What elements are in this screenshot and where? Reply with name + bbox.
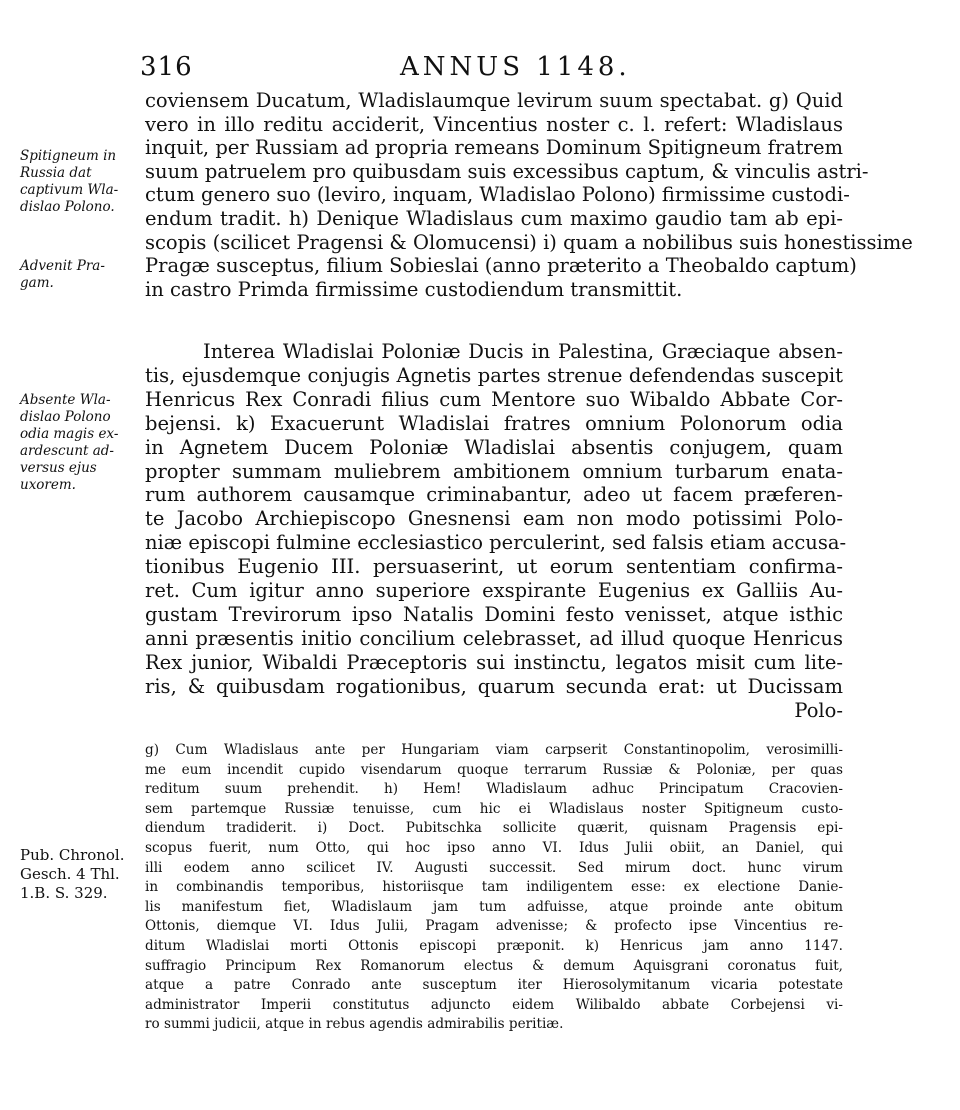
text-line: endum tradit. h) Denique Wladislaus cum maximo gaudio tam ab epi- (145, 206, 843, 230)
text-line: Rex junior, Wibaldi Præceptoris sui instinctu, legatos misit cum lite- (145, 650, 843, 674)
margin-note-line: dislao Polono. (20, 199, 115, 215)
footnote-line: ro summi judicii, atque in rebus agendis admirabilis peritiæ. (145, 1016, 564, 1033)
margin-note-line: dislao Polono (20, 409, 111, 425)
text-line: suum patruelem pro quibusdam suis excessibus captum, & vinculis astri- (145, 159, 869, 183)
text-line: tionibus Eugenio III. persuaserint, ut eorum sententiam confirma- (145, 555, 843, 579)
footnote-line: administrator Imperii constitutus adjuncto eidem Wilibaldo abbate Corbejensi vi- (145, 996, 843, 1013)
footnote-line: reditum suum prehendit. h) Hem! Wladislaum adhuc Principatum Cracovien- (145, 781, 843, 798)
margin-note-line: odia magis ex- (20, 426, 119, 442)
text-line: niæ episcopi fulmine ecclesiastico perculerint, sed falsis etiam accusa- (145, 531, 847, 555)
text-line: in castro Primda firmissime custodiendum transmittit. (145, 277, 683, 301)
margin-note-line: Advenit Pra- (20, 258, 105, 274)
margin-note-line: gam. (20, 275, 54, 291)
margin-note (20, 148, 132, 216)
footnote-line: Ottonis, diemque VI. Idus Julii, Pragam advenisse; & profecto ipse Vincentius re- (145, 918, 843, 935)
text-line: Pragæ susceptus, filium Sobieslai (anno præterito a Theobaldo captum) (145, 254, 857, 278)
margin-note-line: Pub. Chronol. (20, 846, 125, 864)
text-line: rum authorem causamque criminabantur, adeo ut facem præferen- (145, 483, 843, 507)
footnote-line: atque a patre Conrado ante susceptum iter Hierosolymitanum vicaria potestate (145, 977, 843, 994)
text-line: inquit, per Russiam ad propria remeans Dominum Spitigneum fratrem (145, 136, 843, 160)
text-line: scopis (scilicet Pragensi & Olomucensi) i) quam a nobilibus suis honestissime (145, 230, 913, 254)
footnote-line: in combinandis temporibus, historiisque tam indiligentem esse: ex electione Danie- (145, 879, 843, 896)
footnote-line: diendum tradiderit. i) Doct. Pubitschka sollicite quærit, quisnam Pragensis epi- (145, 820, 843, 837)
margin-note-line: versus ejus (20, 460, 97, 476)
page-number: 316 (140, 52, 193, 82)
footnotes (145, 741, 843, 1035)
text-line: bejensi. k) Exacuerunt Wladislai fratres omnium Polonorum odia (145, 411, 843, 435)
running-title: ANNUS 1148. (400, 52, 631, 82)
text-line: in Agnetem Ducem Poloniæ Wladislai absentis conjugem, quam (145, 435, 843, 459)
text-line: vero in illo reditu acciderit, Vincentius noster c. l. refert: Wladislaus (145, 112, 843, 136)
footnote-line: sem partemque Russiæ tenuisse, cum hic ei Wladislaus noster Spitigneum custo- (145, 800, 843, 817)
text-line: coviensem Ducatum, Wladislaumque levirum suum spectabat. g) Quid (145, 89, 843, 112)
footnote-line: g) Cum Wladislaus ante per Hungariam viam carpserit Constantinopolim, verosimilli- (145, 742, 843, 758)
footnote-line: me eum incendit cupido visendarum quoque terrarum Russiæ & Poloniæ, per quas (145, 761, 843, 778)
footnote-line: scopus fuerit, num Otto, qui hoc ipso anno VI. Idus Julii obiit, an Daniel, qui (145, 839, 843, 856)
margin-note-line: captivum Wla- (20, 182, 119, 198)
footnote-line: lis manifestum fiet, Wladislaum jam tum adfuisse, atque proinde ante obitum (145, 898, 843, 915)
margin-note-line: Absente Wla- (20, 392, 111, 408)
text-line: gustam Trevirorum ipso Natalis Domini festo venisset, atque isthic (145, 602, 843, 626)
text-line: anni præsentis initio concilium celebrasset, ad illud quoque Henricus (145, 626, 843, 650)
text-line: te Jacobo Archiepiscopo Gnesnensi eam non modo potissimi Polo- (145, 507, 843, 531)
catchword: Polo- (794, 698, 843, 722)
text-line: propter summam muliebrem ambitionem omnium turbarum enata- (145, 459, 843, 483)
margin-note-line: uxorem. (20, 477, 76, 493)
footnote-line: illi eodem anno scilicet IV. Augusti successit. Sed mirum doct. hunc virum (145, 859, 843, 876)
margin-note-line: 1.B. S. 329. (20, 884, 108, 902)
text-line: tis, ejusdemque conjugis Agnetis partes strenue defendendas suscepit (145, 363, 843, 387)
margin-note (20, 392, 132, 494)
margin-note-line: ardescunt ad- (20, 443, 114, 459)
text-line: Henricus Rex Conradi filius cum Mentore suo Wibaldo Abbate Cor- (145, 387, 843, 411)
text-line: ris, & quibusdam rogationibus, quarum secunda erat: ut Ducissam (145, 674, 843, 698)
margin-note-line: Russia dat (20, 165, 92, 181)
margin-note-line: Spitigneum in (20, 148, 117, 164)
margin-citation (20, 846, 132, 903)
paragraph (145, 89, 913, 301)
footnote-line: ditum Wladislai morti Ottonis episcopi præponit. k) Henricus jam anno 1147. (145, 937, 843, 954)
paragraph (145, 340, 847, 723)
text-line: ctum genero suo (leviro, inquam, Wladislao Polono) firmissime custodi- (145, 183, 850, 207)
text-line: Interea Wladislai Poloniæ Ducis in Palestina, Græciaque absen- (203, 340, 843, 363)
text-line: ret. Cum igitur anno superiore exspirante Eugenius ex Galliis Au- (145, 579, 843, 603)
margin-note-line: Gesch. 4 Thl. (20, 865, 120, 883)
footnote-line: suffragio Principum Rex Romanorum electus & demum Aquisgrani coronatus fuit, (145, 957, 843, 974)
margin-note (20, 258, 132, 292)
